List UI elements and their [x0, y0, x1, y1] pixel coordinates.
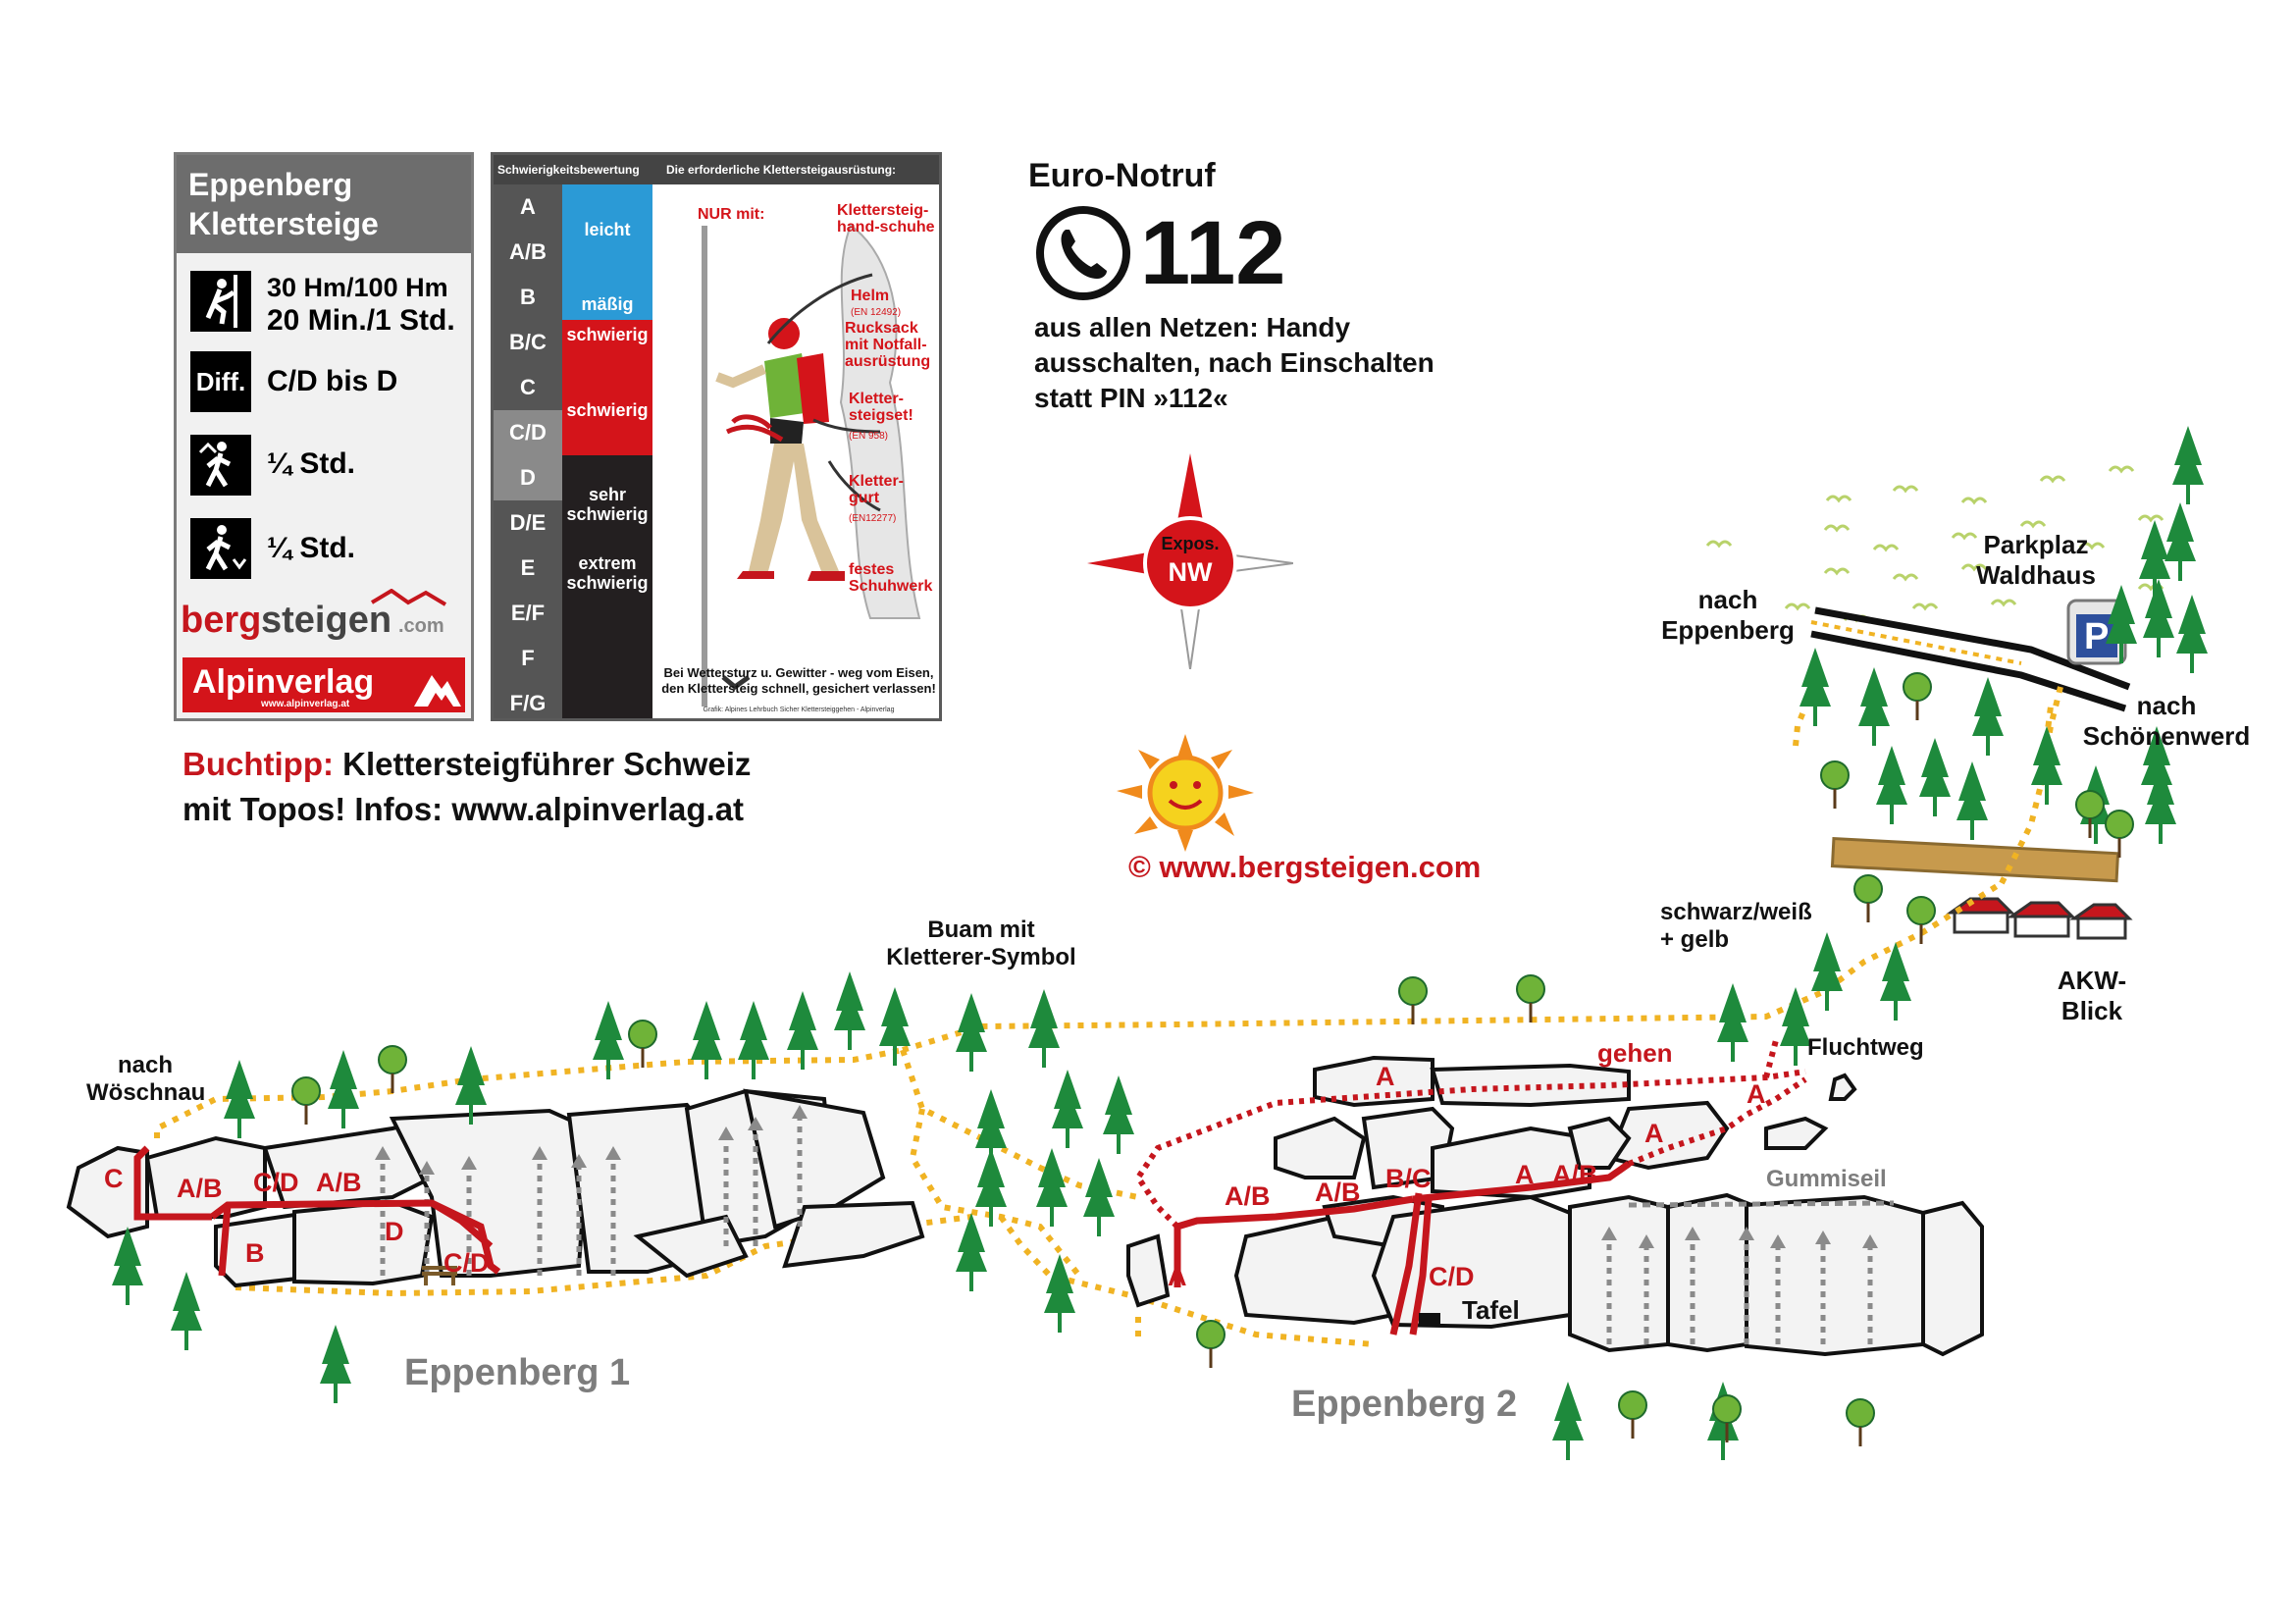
emergency-title: Euro-Notruf: [1028, 157, 1216, 194]
band-extreme: extrem schwierig: [562, 546, 652, 721]
grade-label: C/D: [443, 1248, 490, 1278]
grade-label: A/B: [1225, 1181, 1271, 1211]
grade-label: A/B: [316, 1168, 362, 1197]
grade-label: C/D: [253, 1168, 299, 1197]
label-buam-line2: Kletterer-Symbol: [886, 944, 1076, 970]
tafel-icon: [1419, 1313, 1440, 1327]
approach-time: ¼ Std.: [267, 447, 356, 480]
book-tip-title: Klettersteigführer Schweiz: [342, 746, 752, 782]
grade-level: B: [494, 275, 562, 320]
emergency-number: 112: [1140, 203, 1286, 303]
grade-label: C/D: [1429, 1262, 1475, 1291]
label-akw-blick-line2: Blick: [2060, 996, 2123, 1025]
grade-label: A: [1644, 1119, 1664, 1148]
label-nach-eppenberg: [1654, 585, 1801, 646]
band-easy: leicht: [562, 184, 652, 275]
equipment-via-ferrata-set: Kletter-steigset!: [849, 391, 913, 424]
label-akw-blick: [2043, 966, 2141, 1026]
label-schwarz-weiss: [1660, 899, 1812, 954]
only-with-label: NUR mit:: [698, 206, 765, 223]
label-buam-line1: Buam mit: [927, 917, 1035, 943]
ascent-height: 30 Hm/100 Hm: [267, 273, 448, 302]
equipment-helmet-norm: (EN 12492): [851, 307, 902, 318]
label-parkplatz-line1: Parkplaz: [1983, 530, 2089, 559]
ascent-time: 20 Min./1 Std.: [267, 304, 455, 337]
svg-text:berg: berg: [181, 600, 262, 641]
band-very-difficult: sehr schwierig: [562, 455, 652, 546]
grade-level: A/B: [494, 230, 562, 275]
difficulty-value: C/D bis D: [267, 365, 398, 397]
emergency-text-1: aus allen Netzen: Handy: [1034, 312, 1351, 342]
label-nach-schoenenwerd-line2: Schönenwerd: [2082, 721, 2251, 751]
grade-label: A/B: [1315, 1178, 1361, 1207]
grade-label: A/B: [177, 1174, 223, 1203]
equipment-boots: festes Schuhwerk: [849, 561, 933, 595]
band-difficult: schwierig: [562, 320, 652, 365]
emergency-text-3: statt PIN »112«: [1034, 383, 1228, 413]
exposition-value: NW: [1168, 557, 1213, 587]
equipment-backpack: Rucksack mit Notfall-ausrüstung: [845, 320, 931, 370]
emergency-text-2: ausschalten, nach Einschalten: [1034, 347, 1434, 378]
equipment-harness: Kletter-gurt: [849, 473, 905, 506]
grade-level: C: [494, 365, 562, 410]
copyright-text: © www.bergsteigen.com: [1128, 850, 1482, 884]
tour-title-line1: Eppenberg: [188, 167, 353, 202]
label-parkplatz: [1972, 530, 2100, 591]
label-tafel: Tafel: [1462, 1295, 1520, 1325]
band-moderate: mäßig: [562, 275, 652, 320]
grade-level: D: [494, 455, 562, 500]
grade-label: A/B: [1552, 1160, 1598, 1189]
grade-label: C: [104, 1164, 124, 1193]
grade-level: A: [494, 184, 562, 230]
graphic-credit: Grafik: Alpines Lehrbuch Sicher Klettersteiggehen - Alpinverlag: [703, 707, 895, 713]
grade-label: A: [1168, 1262, 1187, 1291]
equipment-set-norm: (EN 958): [849, 431, 889, 442]
label-nach-schoenenwerd: [2078, 691, 2255, 752]
descent-time: ¼ Std.: [267, 532, 356, 564]
grade-label: A: [1747, 1079, 1766, 1109]
svg-text:.com: .com: [398, 615, 444, 637]
label-gehen: gehen: [1597, 1038, 1673, 1068]
grade-level: C/D: [494, 410, 562, 455]
grade-level: F/G: [494, 681, 562, 721]
difficulty-badge: Diff.: [190, 351, 251, 412]
svg-text:steigen: steigen: [261, 600, 392, 641]
equipment-gloves: Klettersteig-hand-schuhe: [837, 202, 935, 236]
book-tip-label: Buchtipp:: [183, 746, 334, 782]
grade-label: A: [1515, 1160, 1535, 1189]
exposition-label: Expos.: [1161, 534, 1220, 553]
grade-level: B/C: [494, 320, 562, 365]
equipment-helmet: Helm: [851, 288, 890, 304]
label-schwarz-weiss-line1: schwarz/weiß: [1660, 899, 1812, 925]
grading-header-left: Schwierigkeitsbewertung: [497, 163, 640, 177]
publisher-name: Alpinverlag: [192, 663, 375, 701]
grading-header-right: Die erforderliche Klettersteigausrüstung:: [666, 163, 897, 177]
label-parkplatz-line2: Waldhaus: [1976, 560, 2096, 590]
parking-letter: P: [2084, 616, 2110, 657]
grade-level: E/F: [494, 591, 562, 636]
grade-label: B: [245, 1238, 265, 1268]
label-schwarz-weiss-line2: + gelb: [1660, 926, 1730, 953]
label-akw-blick-line1: AKW-: [2057, 966, 2127, 995]
grade-label: A: [1376, 1062, 1395, 1091]
label-nach-woeschnau-line2: Wöschnau: [86, 1079, 206, 1106]
label-eppenberg-1: Eppenberg 1: [404, 1352, 631, 1393]
weather-warning: Bei Wettersturz u. Gewitter - weg vom Eisen, den Klettersteig schnell, gesichert verlassen!: [661, 665, 936, 696]
grade-label: B/C: [1385, 1164, 1432, 1193]
grade-level: F: [494, 636, 562, 681]
equipment-harness-norm: (EN12277): [849, 513, 897, 524]
label-nach-eppenberg-line2: Eppenberg: [1661, 615, 1795, 645]
grade-level: D/E: [494, 500, 562, 546]
label-nach-eppenberg-line1: nach: [1697, 585, 1758, 614]
railway: [1832, 839, 2117, 881]
grade-label: D: [385, 1217, 404, 1246]
houses: [1951, 899, 2129, 938]
label-nach-woeschnau-line1: nach: [117, 1052, 173, 1078]
grade-level: E: [494, 546, 562, 591]
label-fluchtweg: Fluchtweg: [1807, 1034, 1924, 1061]
tour-title-line2: Klettersteige: [188, 206, 379, 241]
label-buam: [863, 917, 1099, 971]
book-tip-info: mit Topos! Infos: www.alpinverlag.at: [183, 791, 745, 827]
band-difficult-2: schwierig: [562, 365, 652, 455]
publisher-url: www.alpinverlag.at: [261, 699, 350, 709]
label-eppenberg-2: Eppenberg 2: [1291, 1384, 1518, 1425]
label-nach-schoenenwerd-line1: nach: [2136, 691, 2197, 720]
label-nach-woeschnau: [86, 1052, 204, 1107]
label-gummiseil: Gummiseil: [1766, 1166, 1887, 1192]
